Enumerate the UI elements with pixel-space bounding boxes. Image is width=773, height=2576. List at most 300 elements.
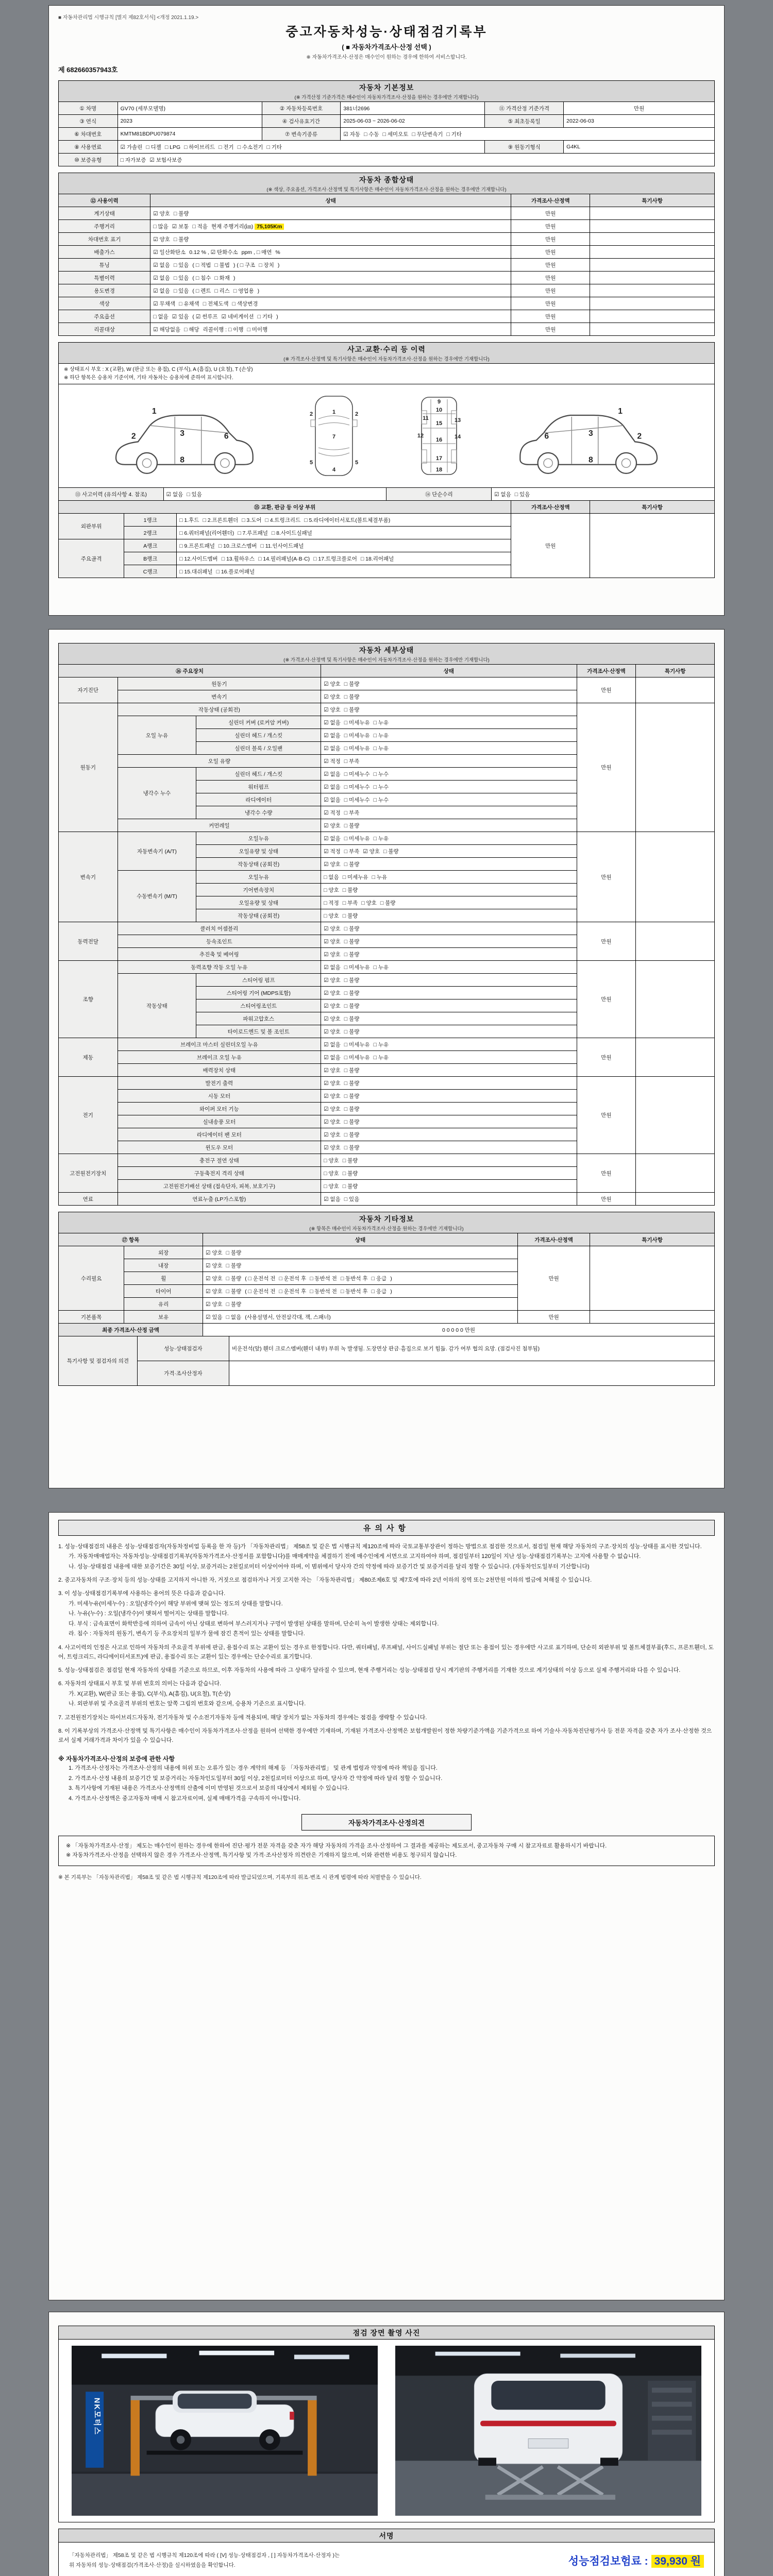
- cell: [590, 246, 715, 259]
- checkbox-수소전기[interactable]: □ 수소전기: [237, 144, 263, 150]
- checkbox-불량[interactable]: □ 불량: [344, 681, 360, 687]
- checkbox-cell[interactable]: [341, 128, 715, 141]
- checkbox-불량[interactable]: □ 불량: [344, 706, 360, 713]
- checkbox-기타[interactable]: □ 기타: [266, 144, 282, 150]
- checkbox-cell[interactable]: [321, 1012, 577, 1025]
- checkbox-해당없음[interactable]: ☑ 해당없음: [153, 326, 181, 333]
- checkbox-없음[interactable]: ☑ 없음: [153, 275, 170, 281]
- checkbox-없음[interactable]: ☑ 없음: [324, 719, 341, 726]
- checkbox-누유[interactable]: □ 누유: [373, 719, 389, 726]
- checkbox-미세누유[interactable]: □ 미세누유: [344, 732, 370, 739]
- checkbox-동반석 전[interactable]: □ 동반석 전: [310, 1275, 337, 1282]
- diagram-part-number: 17: [435, 455, 442, 462]
- checkbox-양호[interactable]: ☑ 양호: [324, 977, 341, 984]
- checkbox-양호[interactable]: ☑ 양호: [324, 990, 341, 996]
- checkbox-양호[interactable]: □ 양호: [324, 1183, 339, 1190]
- cell: [59, 1246, 124, 1311]
- checkbox-응급[interactable]: □ 응급: [371, 1288, 387, 1295]
- checkbox-불량[interactable]: □ 불량: [173, 236, 189, 243]
- checkbox-불량[interactable]: □ 불량: [344, 693, 360, 700]
- checkbox-양호[interactable]: ☑ 양호: [324, 822, 341, 829]
- checkbox-없음[interactable]: ☑ 없음: [324, 1196, 341, 1202]
- checkbox-많음[interactable]: □ 많음: [153, 223, 169, 230]
- checkbox-누유[interactable]: □ 누유: [373, 964, 389, 971]
- cell: [196, 858, 321, 871]
- checkbox-동반석 후[interactable]: □ 동반석 후: [340, 1275, 368, 1282]
- checkbox-불량[interactable]: □ 불량: [226, 1288, 242, 1295]
- checkbox-부족[interactable]: □ 부족: [344, 758, 360, 765]
- checkbox-화재[interactable]: □ 화재: [214, 275, 230, 281]
- checkbox-cell[interactable]: [321, 1180, 577, 1193]
- checkbox-양호[interactable]: ☑ 양호: [324, 1093, 341, 1099]
- checkbox-일산화탄소[interactable]: ☑ 일산화탄소: [153, 249, 186, 256]
- checkbox-cell[interactable]: [150, 207, 511, 220]
- checkbox-적정[interactable]: □ 적정: [324, 900, 339, 906]
- checkbox-불량[interactable]: □ 불량: [344, 925, 360, 932]
- checkbox-cell[interactable]: [321, 742, 577, 755]
- cell: [59, 259, 150, 272]
- checkbox-불량[interactable]: □ 불량: [342, 1170, 358, 1177]
- cell: [150, 220, 511, 233]
- checkbox-불량[interactable]: □ 불량: [344, 1003, 360, 1009]
- checkbox-cell[interactable]: [321, 1064, 577, 1077]
- checkbox-불량[interactable]: □ 불량: [344, 1106, 360, 1112]
- checkbox-보험사보증[interactable]: ☑ 보험사보증: [149, 157, 182, 163]
- checkbox-18.리어패널[interactable]: □ 18.리어패널: [360, 555, 394, 562]
- checkbox-해당[interactable]: □ 해당: [184, 326, 199, 333]
- checkbox-cell[interactable]: [321, 935, 577, 948]
- checkbox-없음[interactable]: ☑ 없음: [324, 784, 341, 790]
- checkbox-cell[interactable]: [150, 233, 511, 246]
- checkbox-부족[interactable]: □ 부족: [342, 900, 358, 906]
- checkbox-양호[interactable]: □ 양호: [324, 1157, 339, 1164]
- text: C랭크: [143, 568, 158, 575]
- checkbox-구조[interactable]: □ 구조: [240, 262, 256, 268]
- checkbox-적정[interactable]: ☑ 적정: [324, 848, 341, 855]
- checkbox-불량[interactable]: □ 불량: [342, 1157, 358, 1164]
- cell: [59, 128, 118, 141]
- checkbox-cell[interactable]: [321, 1115, 577, 1128]
- checkbox-전체도색[interactable]: □ 전체도색: [203, 300, 229, 307]
- checkbox-불량[interactable]: □ 불량: [342, 912, 358, 919]
- checkbox-cell[interactable]: [163, 488, 386, 501]
- cell: [117, 1128, 321, 1141]
- text: 만원: [601, 687, 612, 693]
- checkbox-동반석 후[interactable]: □ 동반석 후: [340, 1288, 368, 1295]
- checkbox-적법[interactable]: □ 적법: [195, 262, 211, 268]
- checkbox-적정[interactable]: ☑ 적정: [324, 809, 341, 816]
- checkbox-불량[interactable]: □ 불량: [380, 900, 396, 906]
- checkbox-cell[interactable]: [117, 154, 714, 166]
- checkbox-누수[interactable]: □ 누수: [373, 771, 389, 777]
- checkbox-양호[interactable]: ☑ 양호: [324, 1015, 341, 1022]
- checkbox-이행[interactable]: □ 이행: [228, 326, 244, 333]
- checkbox-장치[interactable]: □ 장치: [259, 262, 274, 268]
- checkbox-불량[interactable]: □ 불량: [173, 210, 189, 217]
- checkbox-리스[interactable]: □ 리스: [214, 287, 230, 294]
- cell: [590, 501, 715, 514]
- checkbox-8.사이드실패널[interactable]: □ 8.사이드실패널: [271, 530, 312, 536]
- checkbox-없음[interactable]: ☑ 없음: [324, 796, 341, 803]
- checkbox-부족[interactable]: □ 부족: [344, 809, 360, 816]
- opinion-line: ※ 「자동차가격조사·산정」 제도는 매수인이 원하는 경우에 한하여 진단·평가 전문 자격을 갖춘 자가 해당 자동차의 가격을 조사·산정하여 그 결과를 제공하는 제도로서, 중고자동차 구매 시 참고자료로 활용하시기 바랍니다.: [66, 1842, 607, 1849]
- checkbox-미세누수[interactable]: □ 미세누수: [344, 796, 370, 803]
- checkbox-불량[interactable]: □ 불량: [344, 1131, 360, 1138]
- checkbox-미세누유[interactable]: □ 미세누유: [344, 719, 370, 726]
- price-guarantee-item: 4. 가격조사·산정액은 중고자동차 매매 시 참고자료이며, 실제 매매가격을 구속하지 아니합니다.: [69, 1795, 301, 1802]
- checkbox-cell[interactable]: [321, 884, 577, 896]
- checkbox-미세누유[interactable]: □ 미세누유: [344, 835, 370, 842]
- checkbox-불량[interactable]: □ 불량: [344, 1118, 360, 1125]
- text: 만원: [545, 275, 556, 281]
- checkbox-있음[interactable]: □ 있음: [514, 491, 530, 498]
- checkbox-양호[interactable]: ☑ 양호: [324, 1067, 341, 1074]
- checkbox-누수[interactable]: □ 누수: [373, 796, 389, 803]
- text: ⑮ 교환, 판금 등 이상 부위: [254, 504, 316, 511]
- text: 타이로드엔드 및 볼 조인트: [227, 1028, 290, 1035]
- checkbox-cell[interactable]: [321, 716, 577, 729]
- checkbox-불량[interactable]: □ 불량: [342, 1183, 358, 1190]
- checkbox-cell[interactable]: [321, 832, 577, 845]
- checkbox-불량[interactable]: □ 불량: [383, 848, 399, 855]
- checkbox-cell[interactable]: [321, 858, 577, 871]
- checkbox-불량[interactable]: □ 불량: [344, 822, 360, 829]
- checkbox-네비게이션[interactable]: ☑ 네비게이션: [221, 313, 254, 320]
- checkbox-불량[interactable]: □ 불량: [344, 1067, 360, 1074]
- checkbox-cell[interactable]: [321, 909, 577, 922]
- checkbox-미이행[interactable]: □ 미이행: [247, 326, 268, 333]
- checkbox-양호[interactable]: ☑ 양호: [324, 938, 341, 945]
- checkbox-수동[interactable]: □ 수동: [363, 131, 379, 138]
- checkbox-양호[interactable]: ☑ 양호: [153, 210, 170, 217]
- cell: [511, 297, 590, 310]
- checkbox-누유[interactable]: □ 누유: [373, 732, 389, 739]
- checkbox-6.쿼터패널(리어휀더)[interactable]: □ 6.쿼터패널(리어휀더): [179, 530, 234, 536]
- text: 라디에이터 팬 모터: [196, 1131, 242, 1138]
- checkbox-침수[interactable]: □ 침수: [195, 275, 211, 281]
- checkbox-불량[interactable]: □ 불량: [344, 951, 360, 958]
- checkbox-양호[interactable]: ☑ 양호: [363, 848, 380, 855]
- text: 만원: [548, 1275, 559, 1282]
- checkbox-있음[interactable]: ☑ 있음: [172, 313, 189, 320]
- checkbox-5.라디에이터서포트(볼트체결부품)[interactable]: □ 5.라디에이터서포트(볼트체결부품): [304, 517, 391, 523]
- checkbox-cell[interactable]: [203, 1259, 518, 1272]
- checkbox-12.사이드멤버[interactable]: □ 12.사이드멤버: [179, 555, 218, 562]
- cell: [511, 207, 590, 220]
- checkbox-cell[interactable]: [321, 819, 577, 832]
- text: ): [390, 1288, 392, 1295]
- checkbox-cell[interactable]: [321, 1077, 577, 1090]
- checkbox-2.프론트휀더[interactable]: □ 2.프론트휀더: [203, 517, 239, 523]
- text: 배력장치 상태: [203, 1067, 236, 1074]
- checkbox-양호[interactable]: ☑ 양호: [324, 681, 341, 687]
- checkbox-cell[interactable]: [177, 552, 511, 565]
- checkbox-양호[interactable]: ☑ 양호: [206, 1301, 223, 1308]
- checkbox-운전석 전[interactable]: □ 운전석 전: [248, 1288, 276, 1295]
- checkbox-불량[interactable]: □ 불량: [344, 861, 360, 868]
- checkbox-1.후드[interactable]: □ 1.후드: [179, 517, 199, 523]
- checkbox-양호[interactable]: ☑ 양호: [206, 1262, 223, 1269]
- checkbox-cell[interactable]: [321, 922, 577, 935]
- checkbox-cell[interactable]: [321, 677, 577, 690]
- checkbox-불량[interactable]: □ 불량: [344, 938, 360, 945]
- checkbox-cell[interactable]: [321, 1038, 577, 1051]
- checkbox-불량[interactable]: □ 불량: [226, 1301, 242, 1308]
- checkbox-누유[interactable]: □ 누유: [373, 745, 389, 752]
- checkbox-색상변경[interactable]: □ 색상변경: [232, 300, 258, 307]
- checkbox-양호[interactable]: ☑ 양호: [153, 236, 170, 243]
- checkbox-불법[interactable]: □ 불법: [214, 262, 230, 268]
- diagram-part-number: 5: [310, 460, 313, 466]
- checkbox-13.휠하우스[interactable]: □ 13.휠하우스: [221, 555, 255, 562]
- checkbox-cell[interactable]: [492, 488, 715, 501]
- checkbox-17.트렁크플로어[interactable]: □ 17.트렁크플로어: [313, 555, 357, 562]
- checkbox-운전석 후[interactable]: □ 운전석 후: [279, 1275, 307, 1282]
- checkbox-없음[interactable]: ☑ 없음: [324, 771, 341, 777]
- checkbox-보통[interactable]: ☑ 보통: [172, 223, 189, 230]
- price-guarantee-item: 3. 특기사항에 기재된 내용은 가격조사·산정액의 산출에 이미 반영된 것으로서 보증의 대상에서 제외될 수 있습니다.: [69, 1785, 349, 1792]
- cell: [196, 742, 321, 755]
- checkbox-11.인사이드패널[interactable]: □ 11.인사이드패널: [260, 543, 304, 549]
- checkbox-디젤[interactable]: □ 디젤: [146, 144, 161, 150]
- checkbox-cell[interactable]: [321, 1090, 577, 1103]
- checkbox-4.트렁크리드[interactable]: □ 4.트렁크리드: [265, 517, 301, 523]
- checkbox-LPG[interactable]: □ LPG: [164, 144, 181, 150]
- checkbox-무단변속기[interactable]: □ 무단변속기: [412, 131, 443, 138]
- checkbox-cell[interactable]: [177, 539, 511, 552]
- diagram-part-number: 8: [180, 455, 185, 465]
- checkbox-없음[interactable]: ☑ 없음: [153, 262, 170, 268]
- checkbox-부족[interactable]: □ 부족: [344, 848, 360, 855]
- checkbox-양호[interactable]: ☑ 양호: [324, 1003, 341, 1009]
- checkbox-유채색[interactable]: □ 유채색: [178, 300, 199, 307]
- checkbox-있음[interactable]: □ 있음: [187, 491, 202, 498]
- status-code-line2: ※ 하단 항목은 승용차 기준이며, 기타 자동차는 승용차에 준하여 표시합니다.: [64, 375, 233, 381]
- checkbox-미세누유[interactable]: □ 미세누유: [344, 964, 370, 971]
- text: 만원: [545, 543, 556, 549]
- text: 만원: [545, 326, 556, 333]
- checkbox-없음[interactable]: □ 없음: [226, 1314, 242, 1320]
- checkbox-세미오토[interactable]: □ 세미오토: [382, 131, 409, 138]
- checkbox-9.프론트패널[interactable]: □ 9.프론트패널: [179, 543, 215, 549]
- checkbox-미세누수[interactable]: □ 미세누수: [344, 784, 370, 790]
- checkbox-cell[interactable]: [321, 961, 577, 974]
- checkbox-있음[interactable]: □ 있음: [173, 287, 189, 294]
- checkbox-영업용[interactable]: □ 영업용: [233, 287, 254, 294]
- checkbox-불량[interactable]: □ 불량: [342, 887, 358, 893]
- checkbox-cell[interactable]: [321, 871, 577, 884]
- checkbox-없음[interactable]: □ 없음: [324, 874, 339, 880]
- checkbox-있음[interactable]: ☑ 있음: [206, 1314, 223, 1320]
- checkbox-탄화수소[interactable]: ☑ 탄화수소: [210, 249, 238, 256]
- checkbox-cell[interactable]: [321, 1103, 577, 1115]
- checkbox-누유[interactable]: □ 누유: [373, 835, 389, 842]
- checkbox-불량[interactable]: □ 불량: [344, 1144, 360, 1151]
- checkbox-7.루프패널[interactable]: □ 7.루프패널: [238, 530, 268, 536]
- cell: [590, 284, 715, 297]
- checkbox-cell[interactable]: [117, 141, 485, 154]
- cell: [577, 665, 636, 677]
- checkbox-자가보증[interactable]: □ 자가보증: [120, 157, 146, 163]
- cell: [117, 1167, 321, 1180]
- checkbox-매연[interactable]: □ 매연: [256, 249, 272, 256]
- checkbox-cell[interactable]: [321, 1193, 577, 1206]
- checkbox-양호[interactable]: ☑ 양호: [206, 1275, 223, 1282]
- checkbox-없음[interactable]: ☑ 없음: [494, 491, 511, 498]
- checkbox-cell[interactable]: [177, 514, 511, 527]
- checkbox-미세누유[interactable]: □ 미세누유: [344, 745, 370, 752]
- checkbox-없음[interactable]: ☑ 없음: [166, 491, 183, 498]
- sheet-main-form: [48, 5, 725, 616]
- checkbox-cell[interactable]: [321, 1154, 577, 1167]
- checkbox-cell[interactable]: [321, 1051, 577, 1064]
- text: 특기사항: [642, 197, 663, 204]
- cell: [518, 1311, 590, 1324]
- text: 주행거리: [94, 223, 115, 230]
- checkbox-cell[interactable]: [177, 527, 511, 539]
- checkbox-없음[interactable]: ☑ 없음: [324, 1054, 341, 1061]
- checkbox-cell[interactable]: [321, 793, 577, 806]
- checkbox-양호[interactable]: ☑ 양호: [206, 1288, 223, 1295]
- checkbox-양호[interactable]: ☑ 양호: [324, 1131, 341, 1138]
- checkbox-없음[interactable]: ☑ 없음: [153, 287, 170, 294]
- checkbox-무채색[interactable]: ☑ 무채색: [153, 300, 175, 307]
- checkbox-15.대쉬패널[interactable]: □ 15.대쉬패널: [179, 568, 213, 575]
- cell: [59, 488, 164, 501]
- checkbox-있음[interactable]: □ 있음: [173, 262, 189, 268]
- checkbox-cell[interactable]: [321, 690, 577, 703]
- checkbox-불량[interactable]: □ 불량: [226, 1275, 242, 1282]
- checkbox-cell[interactable]: [321, 703, 577, 716]
- checkbox-기타[interactable]: □ 기타: [446, 131, 462, 138]
- cell: [196, 832, 321, 845]
- checkbox-하이브리드[interactable]: □ 하이브리드: [184, 144, 215, 150]
- diagram-part-number: 6: [224, 432, 229, 441]
- checkbox-미세누수[interactable]: □ 미세누수: [344, 771, 370, 777]
- checkbox-불량[interactable]: □ 불량: [344, 1015, 360, 1022]
- checkbox-불량[interactable]: □ 불량: [226, 1262, 242, 1269]
- checkbox-cell[interactable]: [321, 781, 577, 793]
- checkbox-불량[interactable]: □ 불량: [344, 1028, 360, 1035]
- cell: [59, 514, 124, 539]
- checkbox-없음[interactable]: ☑ 없음: [324, 732, 341, 739]
- checkbox-전기[interactable]: □ 전기: [219, 144, 234, 150]
- checkbox-누유[interactable]: □ 누유: [372, 874, 388, 880]
- checkbox-불량[interactable]: □ 불량: [344, 990, 360, 996]
- checkbox-cell[interactable]: [321, 987, 577, 999]
- checkbox-없음[interactable]: □ 없음: [153, 313, 169, 320]
- photo-shop-sign: NK모터스: [92, 2397, 101, 2435]
- checkbox-양호[interactable]: ☑ 양호: [324, 951, 341, 958]
- checkbox-cell[interactable]: [321, 768, 577, 781]
- checkbox-미세누유[interactable]: □ 미세누유: [344, 1041, 370, 1048]
- checkbox-없음[interactable]: ☑ 없음: [324, 964, 341, 971]
- cell: [59, 1077, 118, 1154]
- checkbox-양호[interactable]: □ 양호: [324, 887, 339, 893]
- cell: [577, 922, 636, 961]
- checkbox-양호[interactable]: ☑ 양호: [324, 1028, 341, 1035]
- checkbox-양호[interactable]: ☑ 양호: [206, 1249, 223, 1256]
- checkbox-cell[interactable]: [321, 999, 577, 1012]
- first-registration-date: [564, 115, 715, 128]
- section-note: (※ 색상, 주요옵션, 가격조사·산정액 및 특기사항은 매수인이 자동차가격조사·산정을 원하는 경우에만 기재합니다): [266, 187, 507, 193]
- checkbox-있음[interactable]: □ 있음: [344, 1196, 360, 1202]
- checkbox-양호[interactable]: ☑ 양호: [324, 1106, 341, 1112]
- checkbox-양호[interactable]: ☑ 양호: [324, 1144, 341, 1151]
- checkbox-cell[interactable]: [321, 806, 577, 819]
- checkbox-14.필러패널(A·B·C)[interactable]: □ 14.필러패널(A·B·C): [258, 555, 310, 562]
- checkbox-불량[interactable]: □ 불량: [344, 1080, 360, 1087]
- checkbox-응급[interactable]: □ 응급: [371, 1275, 387, 1282]
- checkbox-cell[interactable]: [321, 1025, 577, 1038]
- text: 충전구 절연 상태: [199, 1157, 239, 1164]
- checkbox-적정[interactable]: ☑ 적정: [324, 758, 341, 765]
- checkbox-cell[interactable]: [177, 565, 511, 578]
- checkbox-불량[interactable]: □ 불량: [344, 977, 360, 984]
- checkbox-운전석 후[interactable]: □ 운전석 후: [279, 1288, 307, 1295]
- checkbox-기타[interactable]: □ 기타: [257, 313, 273, 320]
- section-detail-header: [58, 643, 715, 665]
- checkbox-양호[interactable]: ☑ 양호: [324, 1118, 341, 1125]
- checkbox-자동[interactable]: ☑ 자동: [343, 131, 360, 138]
- checkbox-16.플로어패널[interactable]: □ 16.플로어패널: [216, 568, 255, 575]
- checkbox-불량[interactable]: □ 불량: [226, 1249, 242, 1256]
- checkbox-양호[interactable]: □ 양호: [324, 1170, 339, 1177]
- checkbox-10.크로스멤버[interactable]: □ 10.크로스멤버: [218, 543, 257, 549]
- checkbox-없음[interactable]: ☑ 없음: [324, 835, 341, 842]
- checkbox-cell[interactable]: [203, 1246, 518, 1259]
- checkbox-적음[interactable]: □ 적음: [192, 223, 208, 230]
- checkbox-양호[interactable]: ☑ 양호: [324, 1080, 341, 1087]
- checkbox-양호[interactable]: □ 양호: [324, 912, 339, 919]
- checkbox-동반석 전[interactable]: □ 동반석 전: [310, 1288, 337, 1295]
- checkbox-cell[interactable]: [203, 1298, 518, 1311]
- checkbox-미세누유[interactable]: □ 미세누유: [344, 1054, 370, 1061]
- checkbox-양호[interactable]: ☑ 양호: [324, 706, 341, 713]
- cell: [636, 1193, 715, 1206]
- cell: [150, 323, 511, 336]
- checkbox-누유[interactable]: □ 누유: [373, 1054, 389, 1061]
- checkbox-렌트[interactable]: □ 렌트: [195, 287, 211, 294]
- checkbox-누유[interactable]: □ 누유: [373, 1041, 389, 1048]
- checkbox-cell[interactable]: [321, 755, 577, 768]
- checkbox-불량[interactable]: □ 불량: [344, 1093, 360, 1099]
- checkbox-있음[interactable]: □ 있음: [173, 275, 189, 281]
- cell: [386, 488, 492, 501]
- checkbox-누수[interactable]: □ 누수: [373, 784, 389, 790]
- checkbox-cell[interactable]: [321, 1167, 577, 1180]
- checkbox-cell[interactable]: [321, 948, 577, 961]
- checkbox-양호[interactable]: ☑ 양호: [324, 925, 341, 932]
- checkbox-양호[interactable]: □ 양호: [361, 900, 377, 906]
- checkbox-cell[interactable]: [321, 974, 577, 987]
- checkbox-양호[interactable]: ☑ 양호: [324, 861, 341, 868]
- checkbox-가솔린[interactable]: ☑ 가솔린: [120, 144, 143, 150]
- checkbox-cell[interactable]: [321, 1128, 577, 1141]
- checkbox-운전석 전[interactable]: □ 운전석 전: [248, 1275, 276, 1282]
- checkbox-cell[interactable]: [321, 1141, 577, 1154]
- checkbox-없음[interactable]: ☑ 없음: [324, 1041, 341, 1048]
- checkbox-cell[interactable]: [321, 729, 577, 742]
- checkbox-미세누유[interactable]: □ 미세누유: [342, 874, 368, 880]
- diagram-part-number: 11: [422, 415, 429, 421]
- text: 튜닝: [99, 262, 110, 268]
- checkbox-썬루프[interactable]: ☑ 썬루프: [195, 313, 218, 320]
- checkbox-양호[interactable]: ☑ 양호: [324, 693, 341, 700]
- final-price-value: [203, 1324, 715, 1336]
- checkbox-3.도어[interactable]: □ 3.도어: [242, 517, 262, 523]
- checkbox-없음[interactable]: ☑ 없음: [324, 745, 341, 752]
